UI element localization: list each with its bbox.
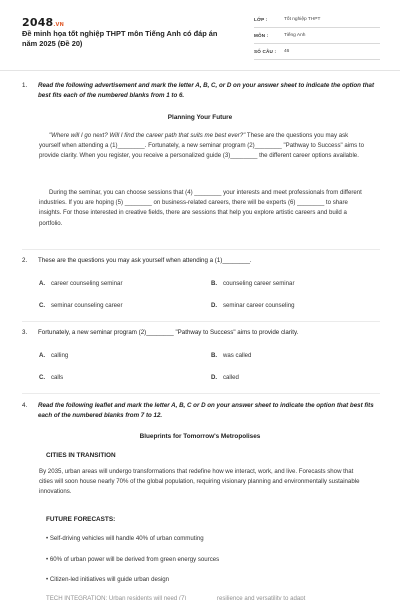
meta-value: Tiếng Anh — [284, 33, 306, 38]
question-number: 2. — [22, 257, 28, 264]
passage-paragraph: By 2035, urban areas will undergo transformations that redefine how we interact, work, and live. Forecasts show that cities will soon house nearly 70% of the global population, requiring visionary planning and environmentally sustainable innovations. — [39, 468, 360, 496]
passage-quote: "Where will I go next? Will I find the career path that suits me best ever?" — [49, 132, 246, 139]
answer-option-a[interactable]: A. calling — [39, 352, 69, 359]
list-item: • 60% of urban power will be derived from green energy sources — [46, 556, 220, 563]
page-header — [0, 0, 400, 64]
section-divider — [22, 249, 380, 250]
section-divider — [22, 393, 380, 394]
meta-row-subject — [254, 31, 380, 44]
section-heading: FUTURE FORECASTS: — [46, 516, 116, 523]
passage-paragraph: During the seminar, you can choose sessions that (4) ________ your interests and meet professionals from different industries. If you are hoping (5) ________ on business-related careers, there will be experts (6) ________ to share insights. For those interested in creative fields, there are sessions that help you explore artistic careers and build a portfolio. — [39, 189, 362, 227]
section-heading: CITIES IN TRANSITION — [46, 452, 116, 459]
passage-title: Planning Your Future — [167, 114, 233, 121]
list-item: • Self-driving vehicles will handle 40% of urban commuting — [46, 535, 204, 542]
meta-key: LỚP : — [254, 17, 268, 22]
meta-value: Tốt nghiệp THPT — [284, 17, 321, 22]
answer-option-c[interactable]: C. seminar counseling career — [39, 302, 123, 309]
meta-value: 46 — [284, 49, 290, 54]
header-divider — [0, 70, 400, 71]
passage-title: Blueprints for Tomorrow's Metropolises — [139, 433, 261, 440]
answer-option-d[interactable]: D. seminar career counseling — [211, 302, 295, 309]
section-divider — [22, 321, 380, 322]
question-text: Fortunately, a new seminar program (2)________ "Pathway to Success" aims to provide clarity. — [38, 329, 299, 336]
document-title: Đề minh họa tốt nghiệp THPT môn Tiếng Anh có đáp án năm 2025 (Đề 20) — [22, 29, 218, 48]
passage-paragraph — [39, 131, 365, 162]
question-number: 4. — [22, 402, 28, 409]
list-item: • Citizen-led initiatives will guide urban design — [46, 576, 170, 583]
answer-option-c[interactable]: C. calls — [39, 374, 64, 381]
document-meta — [254, 15, 380, 63]
question-text: These are the questions you may ask yourself when attending a (1)________. — [38, 257, 252, 264]
meta-row-question-count — [254, 47, 380, 60]
question-number: 3. — [22, 329, 28, 336]
meta-key: SỐ CÂU : — [254, 49, 277, 54]
question-instruction: Read the following advertisement and mark the letter A, B, C, or D on your answer sheet to indicate the option that best fits each of the numbered blanks from 1 to 6. — [38, 82, 375, 99]
passage-text: These are the questions you may ask yourself when attending a (1)________. Fortunately, a new seminar program (2)________ "Pathway to Success" aims to provide clarity. When you register, you receive a personalized guide (3)________ the different career options available. — [39, 132, 364, 160]
passage-text-cut: TECH INTEGRATION: Urban residents will need (7) ________ resilience and versatility to adapt — [46, 595, 306, 600]
answer-option-a[interactable]: A. career counseling seminar — [39, 280, 123, 287]
question-number: 1. — [22, 82, 28, 89]
meta-key: MÔN : — [254, 33, 269, 38]
meta-row-class — [254, 15, 380, 28]
answer-option-b[interactable]: B. was called — [211, 352, 252, 359]
site-logo[interactable]: 2048.VN — [22, 16, 64, 29]
question-instruction: Read the following leaflet and mark the letter A, B, C or D on your answer sheet to indicate the option that best fits each of the numbered blanks from 7 to 12. — [38, 402, 374, 419]
answer-option-b[interactable]: B. counseling career seminar — [211, 280, 295, 287]
answer-option-d[interactable]: D. called — [211, 374, 239, 381]
